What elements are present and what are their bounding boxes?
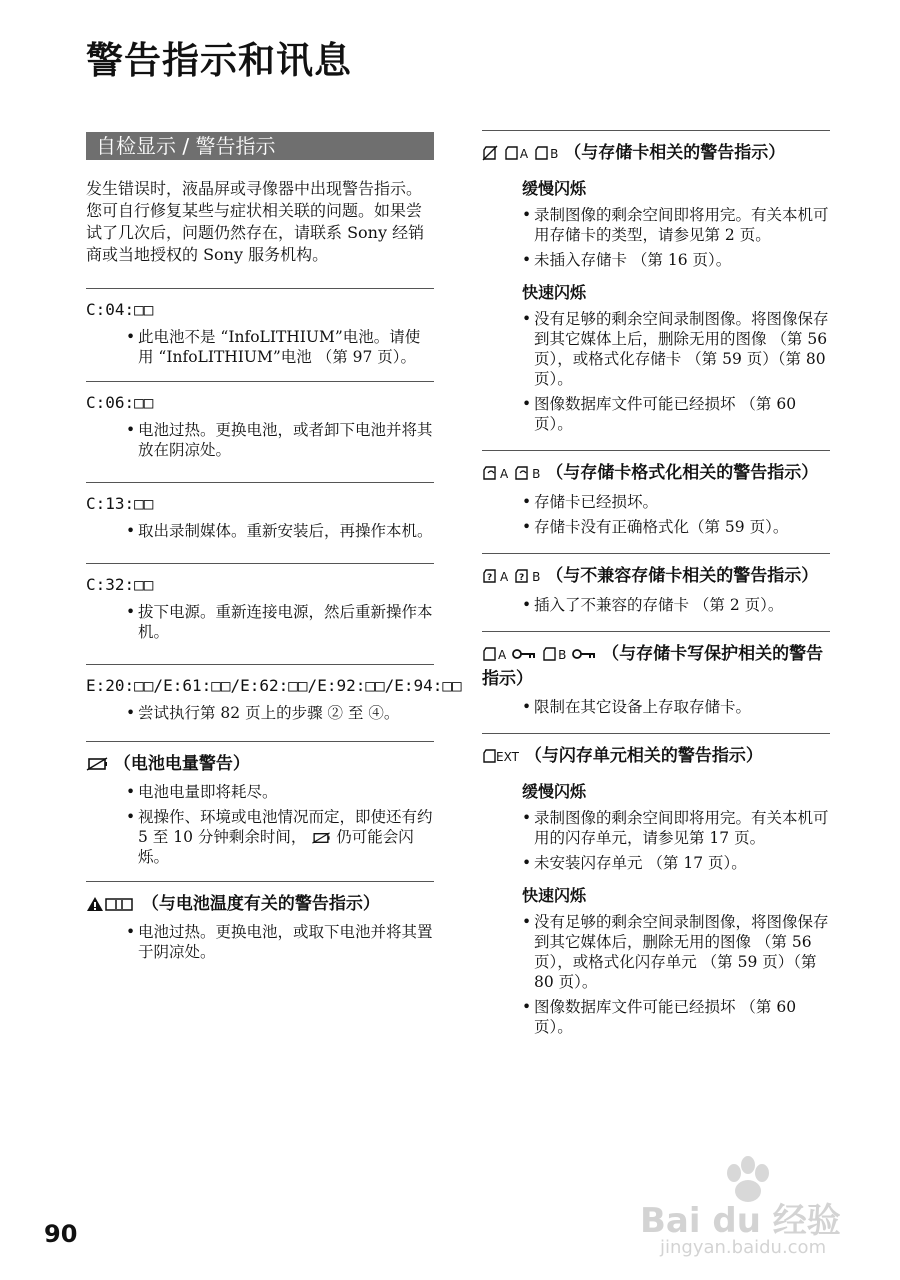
svg-text:?: ?: [519, 573, 525, 583]
battery-level-block: [86, 741, 434, 867]
block-heading: [482, 744, 830, 769]
write-protect-block: [482, 631, 830, 717]
error-code: E:20:□□/E:61:□□/E:62:□□/E:92:□□/E:94:□□: [86, 676, 462, 695]
error-block-c13: [86, 482, 434, 541]
icon-label: A: [519, 147, 529, 161]
block-heading: [482, 141, 830, 166]
heading-text: （与闪存单元相关的警告指示）: [524, 746, 763, 766]
block-heading: [86, 752, 434, 776]
icon-label: B: [550, 147, 559, 161]
memory-card-slash-icon: [482, 145, 498, 161]
card-incompatible-a-icon: [482, 568, 500, 584]
battery-temperature-block: [86, 881, 434, 962]
list-item: • 拔下电源。重新连接电源，然后重新操作本机。: [126, 602, 434, 642]
fast-blink-label: 快速闪烁: [522, 886, 587, 905]
slow-blink-label: 缓慢闪烁: [522, 179, 587, 198]
watermark: [640, 1155, 860, 1265]
error-block-e-codes: [86, 664, 462, 723]
section-header: 自检显示 / 警告指示: [86, 132, 434, 160]
icon-label: A: [500, 570, 509, 584]
list-item: • 限制在其它设备上存取存储卡。: [522, 697, 830, 717]
error-code: C:13:□□: [86, 494, 154, 513]
icon-label: B: [532, 570, 541, 584]
list-item: • 电池过热。更换电池，或取下电池并将其置于阴凉处。: [126, 922, 434, 962]
memory-card-a-icon: [482, 646, 498, 662]
watermark-url: jingyan.baidu.com: [660, 1237, 827, 1258]
heading-text: （与存储卡写保护相关的警告指示）: [482, 644, 824, 689]
icon-label: A: [500, 467, 509, 481]
block-heading: [482, 642, 830, 691]
list-item: • 没有足够的剩余空间录制图像。将图像保存到其它媒体上后，删除无用的图像 （第 56 页），或格式化存储卡 （第 59 页）（第 80 页）。: [522, 309, 830, 389]
heading-text: （与存储卡相关的警告指示）: [564, 143, 786, 163]
list-item: • 录制图像的剩余空间即将用完。有关本机可用存储卡的类型，请参见第 2 页。: [522, 205, 830, 245]
card-format-block: [482, 450, 830, 537]
intro-line: 发生错误时，液晶屏或寻像器中出现警告指示。: [86, 179, 423, 198]
error-block-c32: [86, 563, 434, 642]
key-icon: [512, 648, 536, 660]
intro-text: [86, 178, 434, 266]
key-icon: [572, 648, 596, 660]
battery-empty-icon: [311, 832, 331, 844]
list-item: • 未安装闪存单元 （第 17 页）。: [522, 853, 830, 873]
page-number: 90: [44, 1220, 78, 1248]
list-item: • 电池电量即将耗尽。: [126, 782, 434, 802]
list-item: • 图像数据库文件可能已经损坏 （第 60 页）。: [522, 394, 830, 434]
list-item: • 图像数据库文件可能已经损坏 （第 60 页）。: [522, 997, 830, 1037]
icon-label: B: [558, 648, 567, 662]
list-item: • 录制图像的剩余空间即将用完。有关本机可用的闪存单元，请参见第 17 页。: [522, 808, 830, 848]
list-item: • 没有足够的剩余空间录制图像，将图像保存到其它媒体后，删除无用的图像 （第 56 页），或格式化闪存单元 （第 59 页）（第 80 页）。: [522, 912, 830, 992]
list-item: • 尝试执行第 82 页上的步骤 ② 至 ④。: [126, 703, 434, 723]
error-code: C:06:□□: [86, 393, 154, 412]
memory-card-b-icon: [542, 646, 558, 662]
fast-blink-label: 快速闪烁: [522, 283, 587, 302]
left-column: [86, 132, 462, 967]
error-block-c04: [86, 288, 434, 367]
battery-empty-icon: [86, 757, 108, 771]
flash-unit-block: [482, 733, 830, 1037]
heading-text: （与电池温度有关的警告指示）: [141, 894, 380, 914]
page-title: 警告指示和讯息: [86, 39, 352, 82]
list-item: • 存储卡没有正确格式化（第 59 页）。: [522, 517, 830, 537]
list-item-text: 仍可能会闪烁。: [138, 828, 414, 866]
slow-blink-label: 缓慢闪烁: [522, 782, 587, 801]
icon-label: A: [498, 648, 507, 662]
block-heading: [482, 564, 830, 589]
heading-text: （与存储卡格式化相关的警告指示）: [546, 463, 819, 483]
list-item-text: 视操作、环境或电池情况而定，即使还有约 5 至 10 分钟剩余时间，: [138, 808, 433, 846]
error-block-c06: [86, 381, 434, 460]
list-item: • 电池过热。更换电池，或者卸下电池并将其放在阴凉处。: [126, 420, 434, 460]
error-code: C:04:□□: [86, 300, 154, 319]
list-item: [126, 807, 434, 867]
block-heading: [86, 892, 434, 916]
intro-line: 您可自行修复某些与症状相关联的问题。如果尝试了几次后，问题仍然存在，请联系 Sony 经销商或当地授权的 Sony 服务机构。: [86, 201, 425, 264]
list-item: • 此电池不是 “InfoLITHIUM”电池。请使用 “InfoLITHIUM”电池 （第 97 页）。: [126, 327, 434, 367]
error-code: C:32:□□: [86, 575, 154, 594]
card-format-a-icon: [482, 465, 500, 481]
list-item: • 插入了不兼容的存储卡 （第 2 页）。: [522, 595, 830, 615]
svg-text:?: ?: [487, 573, 493, 583]
card-format-b-icon: [514, 465, 532, 481]
list-item: • 取出录制媒体。重新安装后，再操作本机。: [126, 521, 434, 541]
memory-card-block: [482, 130, 830, 434]
icon-label: EXT: [496, 750, 519, 764]
block-heading: [482, 461, 830, 486]
icon-label: B: [532, 467, 541, 481]
memory-card-b-icon: [534, 145, 550, 161]
card-incompatible-block: [482, 553, 830, 615]
watermark-brand: Bai du 经验: [640, 1201, 841, 1241]
heading-text: （与不兼容存储卡相关的警告指示）: [546, 566, 819, 586]
battery-temperature-warning-icon: [86, 896, 136, 912]
right-column: [482, 130, 830, 1042]
list-item: • 存储卡已经损坏。: [522, 492, 830, 512]
heading-text: （电池电量警告）: [113, 754, 250, 774]
memory-card-a-icon: [504, 145, 520, 161]
card-incompatible-b-icon: [514, 568, 532, 584]
list-item: • 未插入存储卡 （第 16 页）。: [522, 250, 830, 270]
flash-unit-icon: [482, 748, 496, 764]
